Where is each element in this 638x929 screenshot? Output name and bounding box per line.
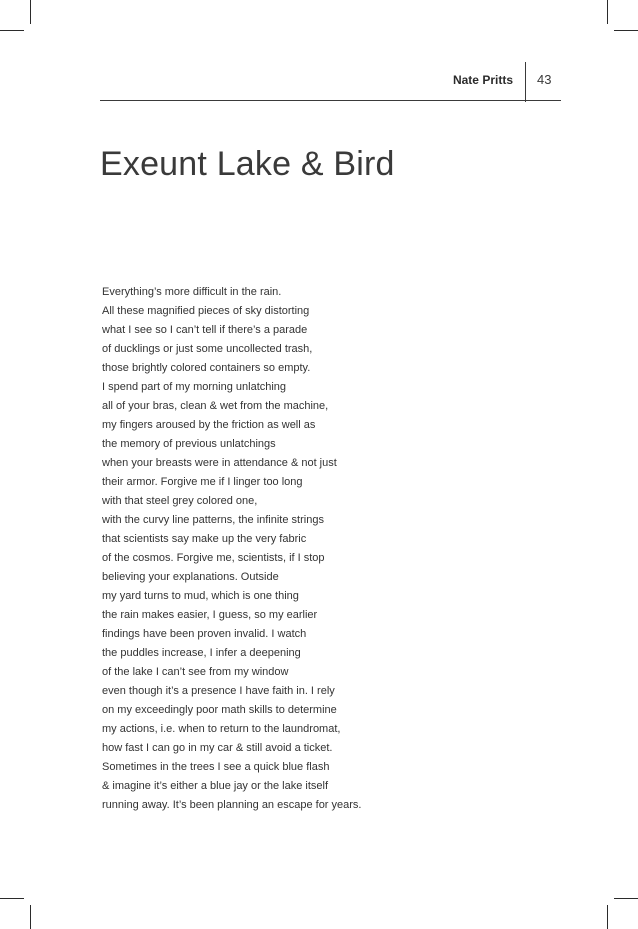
- poem-line: what I see so I can’t tell if there’s a parade: [102, 324, 308, 336]
- poem-line: those brightly colored containers so empty.: [102, 362, 311, 374]
- crop-mark: [0, 30, 24, 31]
- crop-mark: [0, 898, 24, 899]
- poem-line: my fingers aroused by the friction as well as: [102, 419, 316, 431]
- poem-line: believing your explanations. Outside: [102, 571, 279, 583]
- crop-mark: [30, 0, 31, 24]
- poem-line: with that steel grey colored one,: [102, 495, 258, 507]
- poem-title: Exeunt Lake & Bird: [100, 145, 395, 183]
- poem-line: I spend part of my morning unlatching: [102, 381, 287, 393]
- poem-line: All these magnified pieces of sky distorting: [102, 305, 310, 317]
- page-number: 43: [537, 72, 552, 87]
- crop-mark: [30, 905, 31, 929]
- poem-line: running away. It’s been planning an escape for years.: [102, 799, 362, 811]
- poem-line: of the cosmos. Forgive me, scientists, if I stop: [102, 552, 325, 564]
- poem-line: my actions, i.e. when to return to the laundromat,: [102, 723, 341, 735]
- poem-line: when your breasts were in attendance & not just: [102, 457, 337, 469]
- poem-line: how fast I can go in my car & still avoid a ticket.: [102, 742, 333, 754]
- poem-line: their armor. Forgive me if I linger too long: [102, 476, 303, 488]
- header-rule: [100, 100, 561, 101]
- crop-mark: [614, 30, 638, 31]
- running-header-author: Nate Pritts: [452, 73, 513, 87]
- poem-line: my yard turns to mud, which is one thing: [102, 590, 299, 602]
- crop-mark: [607, 905, 608, 929]
- poem-line: with the curvy line patterns, the infinite strings: [102, 514, 324, 526]
- poem-line: that scientists say make up the very fabric: [102, 533, 307, 545]
- crop-mark: [614, 898, 638, 899]
- poem-line: Sometimes in the trees I see a quick blue flash: [102, 761, 330, 773]
- poem-line: of the lake I can’t see from my window: [102, 666, 289, 678]
- header-divider: [525, 62, 526, 102]
- poem-line: findings have been proven invalid. I watch: [102, 628, 307, 640]
- poem-line: all of your bras, clean & wet from the machine,: [102, 400, 329, 412]
- poem-line: the memory of previous unlatchings: [102, 438, 276, 450]
- poem-line: & imagine it’s either a blue jay or the lake itself: [102, 780, 329, 792]
- poem-line: on my exceedingly poor math skills to determine: [102, 704, 337, 716]
- poem-line: even though it’s a presence I have faith in. I rely: [102, 685, 335, 697]
- crop-mark: [607, 0, 608, 24]
- poem-line: Everything’s more difficult in the rain.: [102, 286, 282, 298]
- poem-line: of ducklings or just some uncollected trash,: [102, 343, 313, 355]
- poem-body: [102, 283, 542, 815]
- poem-line: the puddles increase, I infer a deepening: [102, 647, 301, 659]
- poem-line: the rain makes easier, I guess, so my earlier: [102, 609, 318, 621]
